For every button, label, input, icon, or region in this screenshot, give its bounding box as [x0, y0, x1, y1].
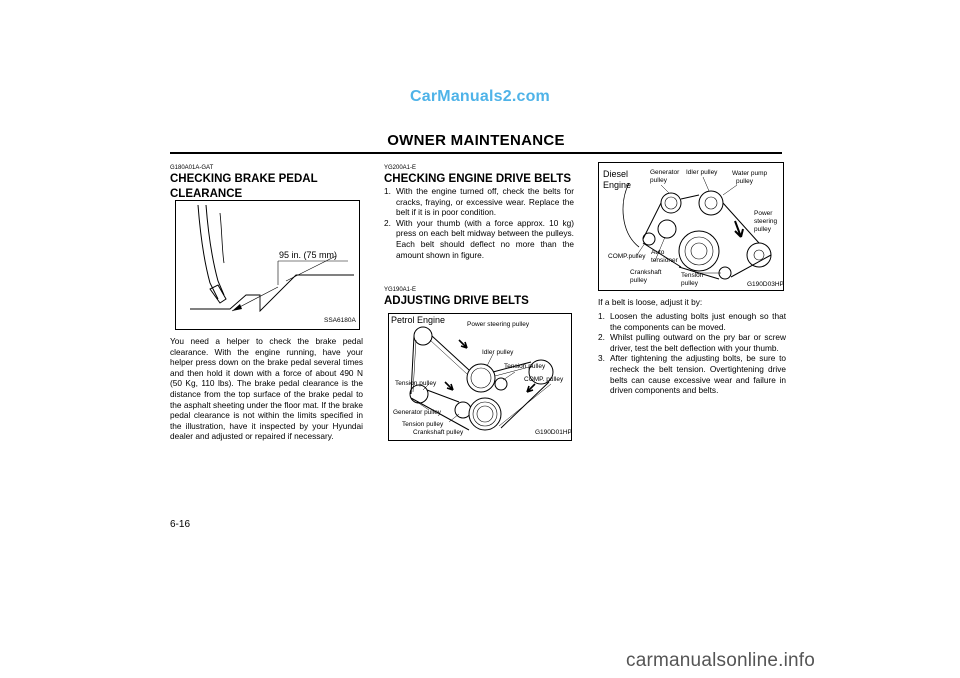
checking-step-1: 1. With the engine turned off, check the belts for cracks, fraying, or excessive wear. Replace the belt if it is in poor condition. [384, 186, 574, 218]
petrol-figure-title: Petrol Engine [391, 315, 446, 325]
diesel-label-idler: Idler pulley [686, 169, 718, 176]
brake-clearance-dimension: 95 in. (75 mm) [279, 250, 338, 260]
diesel-label-generator: Generator pulley [650, 169, 680, 184]
petrol-label-tension-right: Tension pulley [504, 363, 546, 370]
adjust-step-2: 2. Whilst pulling outward on the pry bar or screw driver, test the belt deflection with your thumb. [598, 332, 786, 353]
diesel-label-comp: COMP.pulley [608, 253, 646, 260]
checking-belts-heading: CHECKING ENGINE DRIVE BELTS [384, 173, 571, 185]
petrol-figure-code: G190D01HP [535, 429, 572, 436]
watermark-top-text: CarManuals2.com [410, 88, 550, 105]
page-header-title: OWNER MAINTENANCE [387, 132, 565, 149]
diesel-engine-belt-figure [598, 162, 784, 291]
brake-pedal-illustration [176, 201, 359, 329]
diesel-label-crankshaft: Crankshaft pulley [630, 269, 662, 284]
header-rule [170, 152, 782, 154]
adjusting-belts-code: YG190A1-E [384, 287, 417, 293]
adjust-steps [598, 311, 786, 396]
checking-step-2: 2. With your thumb (with a force approx. 10 kg) press on each belt midway between the pulleys. Each belt should deflect no more than the amount shown in figure. [384, 217, 574, 260]
brake-section-code: G180A01A-GAT [170, 165, 214, 171]
adjusting-belts-heading: ADJUSTING DRIVE BELTS [384, 295, 529, 307]
petrol-label-generator: Generator pulley [393, 409, 442, 416]
diesel-figure-code: G190D03HP [747, 281, 784, 288]
adjust-step-1: 1. Loosen the adusting bolts just enough so that the components can be moved. [598, 311, 786, 332]
diesel-label-water-pump: Water pump pulley [732, 170, 768, 185]
petrol-engine-belt-figure [388, 313, 572, 441]
adjust-step-3: 3. After tightening the adjusting bolts, be sure to recheck the belt tension. Overtightening drive belts can cause excessive wear and failure in driven components and belts. [598, 353, 786, 396]
petrol-label-idler: Idler pulley [482, 349, 514, 356]
brake-pedal-figure [175, 200, 360, 330]
brake-section-body: You need a helper to check the brake pedal clearance. With the engine running, have your helper press down on the brake pedal several times and then hold it down with a force of about 490 N (50 Kg, 110 lbs). The brake pedal clearance is the distance from the top surface of the brake pedal to the asphalt sheeting under the floor mat. If the brake pedal clearance is not within the limits specified in the illustration, have it inspected by your Hyundai dealer and adjusted or repaired if necessary. [170, 336, 363, 442]
petrol-label-tension-bottom: Tension pulley [402, 421, 444, 428]
diesel-label-power-steering: Power steering pulley [754, 210, 778, 233]
checking-belts-code: YG200A1-E [384, 165, 417, 171]
brake-figure-code: SSA6180A [324, 317, 356, 324]
petrol-label-crankshaft: Crankshaft pulley [413, 429, 464, 436]
diesel-label-auto-tensioner: Auto tensioner [651, 249, 678, 264]
petrol-label-comp: COMP. pulley [524, 376, 564, 383]
checking-belts-steps [384, 186, 574, 260]
diesel-label-tension: Tension pulley [681, 272, 704, 287]
petrol-label-tension-left: Tension pulley [395, 380, 437, 387]
adjust-intro: If a belt is loose, adjust it by: [598, 297, 703, 307]
petrol-label-power-steering: Power steering pulley [467, 321, 530, 328]
diesel-figure-title: Diesel Engine [603, 169, 632, 190]
watermark-bottom: carmanualsonline.info [626, 650, 816, 671]
page-number: 6-16 [170, 519, 191, 530]
brake-section-heading: CHECKING BRAKE PEDAL CLEARANCE [170, 173, 318, 200]
